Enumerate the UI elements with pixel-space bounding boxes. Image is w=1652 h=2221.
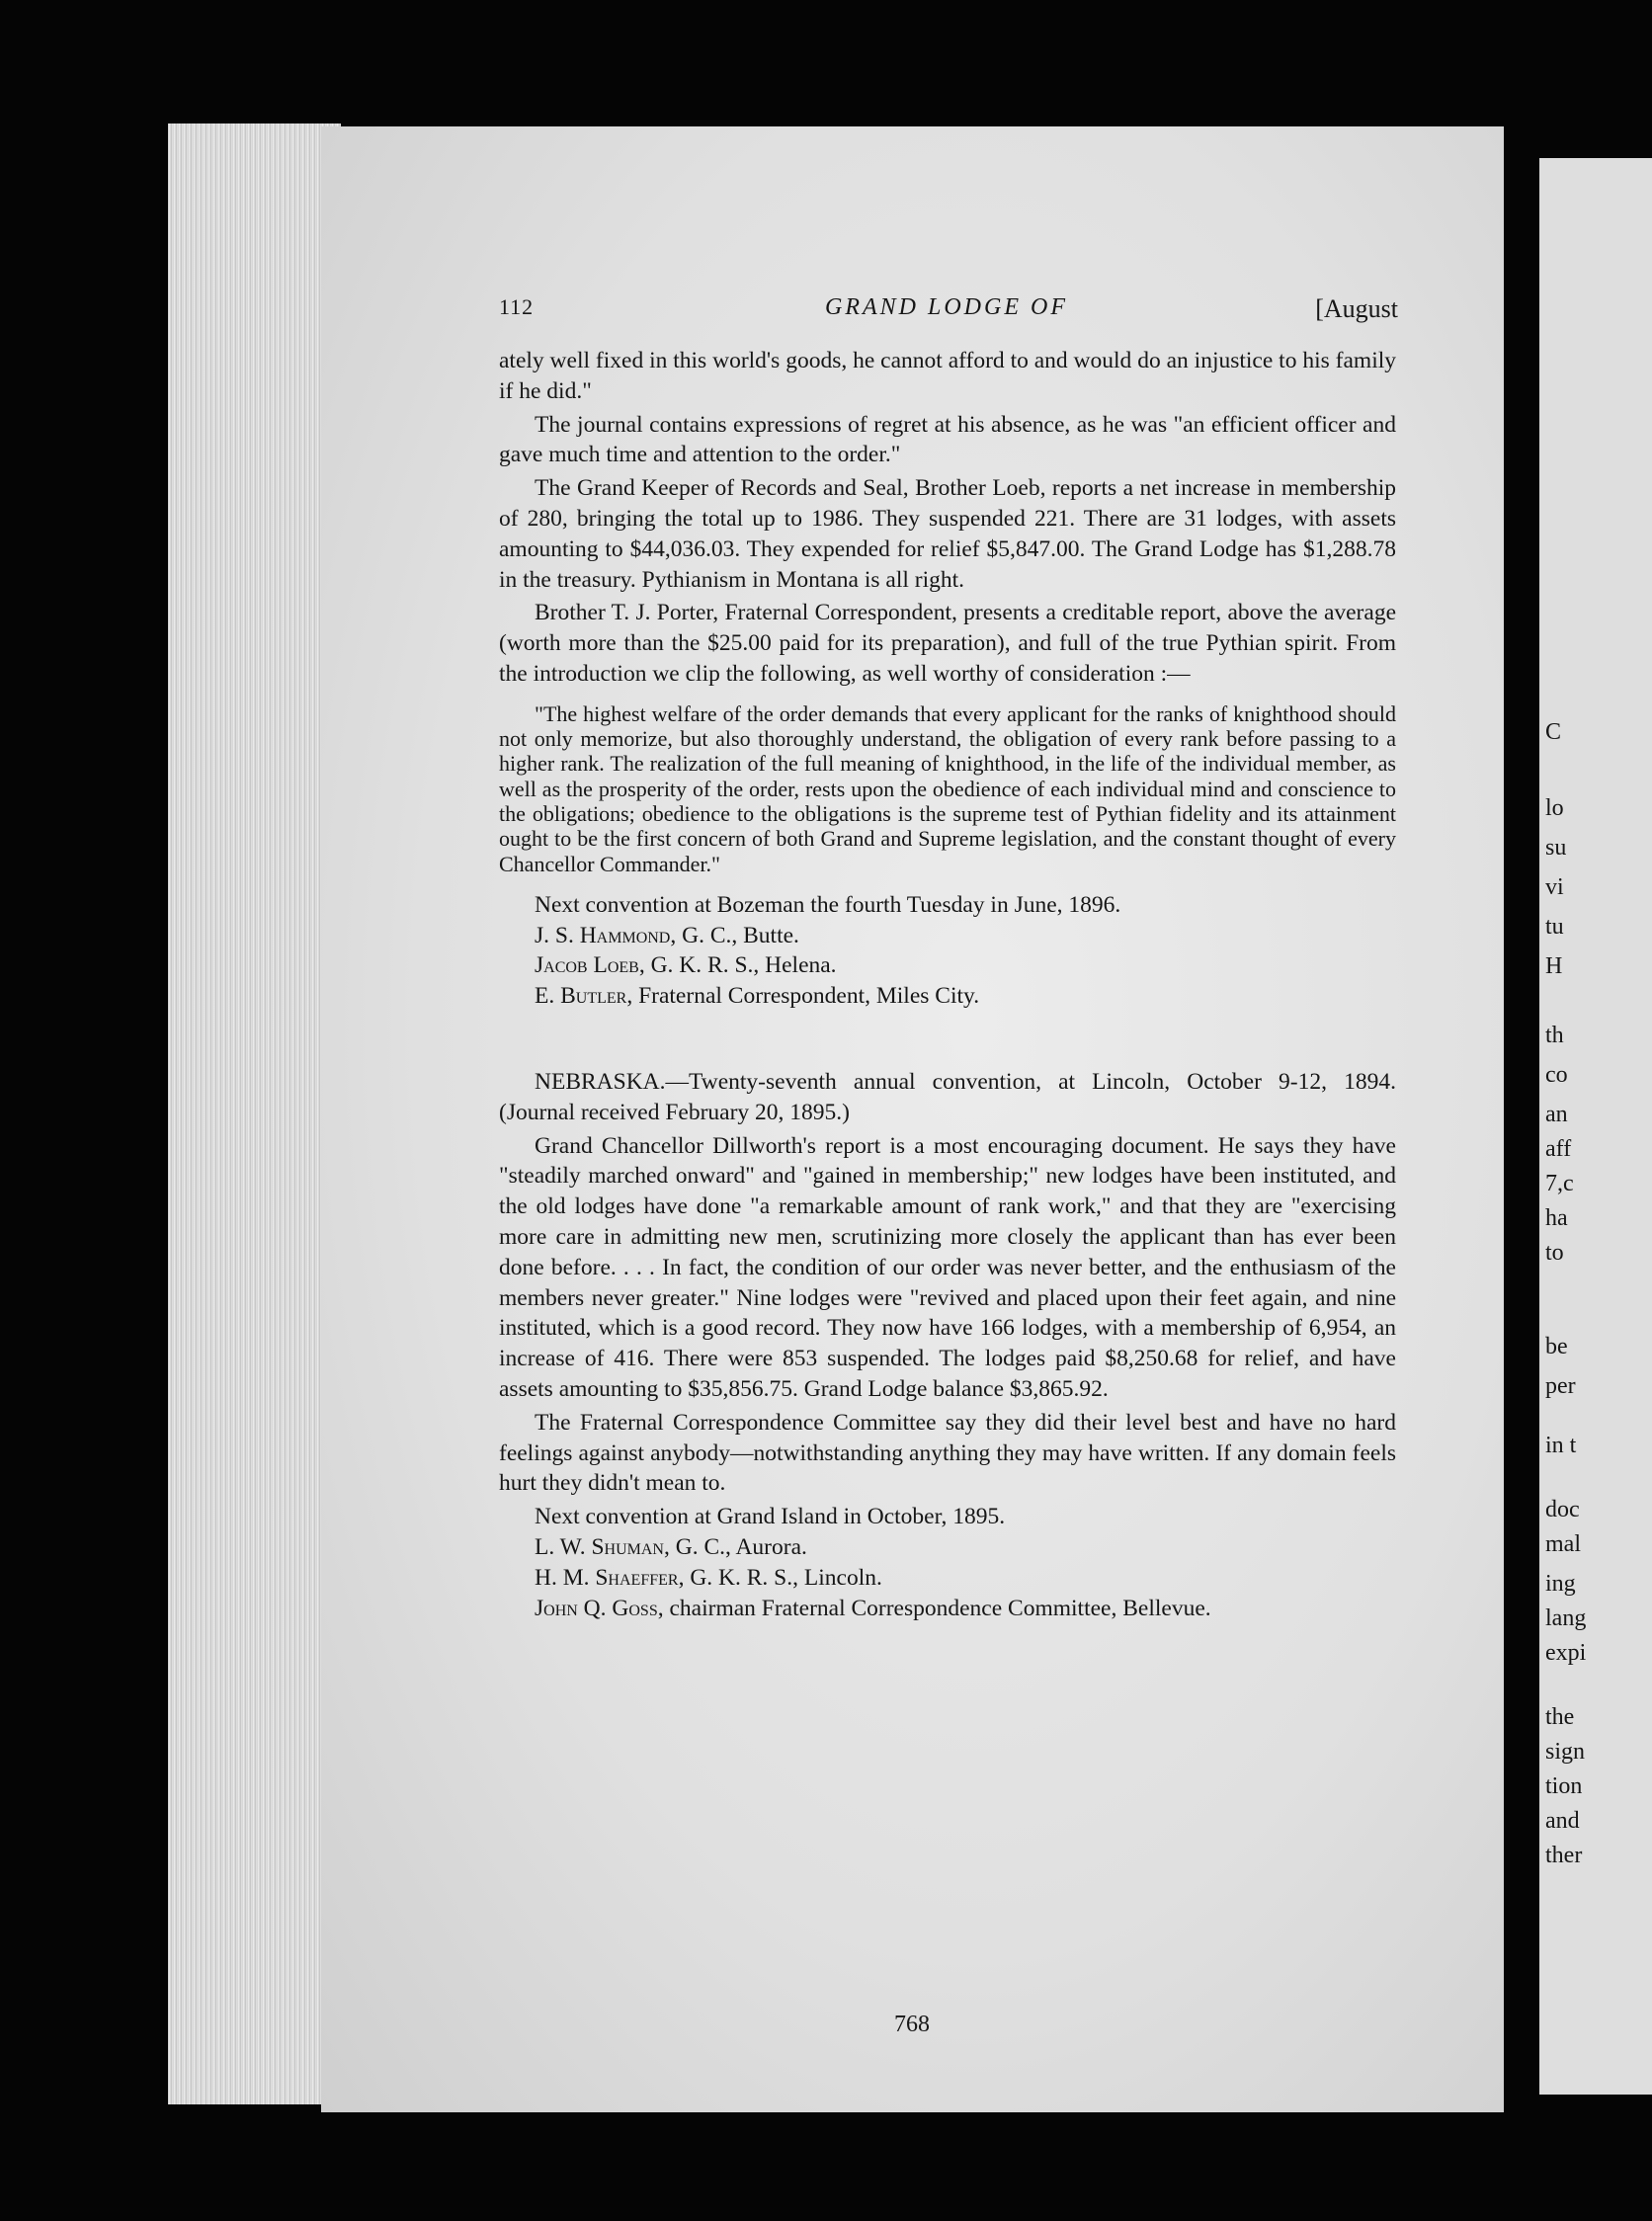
adjacent-page-fragment: tion xyxy=(1545,1773,1583,1799)
block-quote: "The highest welfare of the order demands that every applicant for the ranks of knighthood should not only memorize, but also thoroughly understand, the obligation of every rank before passing to a higher rank. The realization of the full meaning of knighthood, in the life of the individual member, as well as the prosperity of the order, rests upon the obedience of each individual mind and conscience to the obligations; obedience to the obligations is the supreme test of Pythian fidelity and its attainment ought to be the first concern of both Grand and Supreme legislation, and the constant thought of every Chancellor Commander." xyxy=(499,700,1396,876)
section-gap xyxy=(499,1012,1396,1067)
officer-title: , G. K. R. S., Lincoln. xyxy=(678,1564,882,1591)
adjacent-page xyxy=(1539,158,1652,2095)
running-title: GRAND LODGE OF xyxy=(825,294,1068,320)
officer-title: , chairman Fraternal Correspondence Committee, Bellevue. xyxy=(657,1595,1211,1621)
adjacent-page-fragment: expi xyxy=(1545,1640,1587,1666)
officer-line xyxy=(499,950,1396,981)
adjacent-page-fragment: ther xyxy=(1545,1843,1583,1868)
paragraph: Grand Chancellor Dillworth's report is a most encouraging document. He says they have "steadily marched onward" and "gained in membership;" new lodges have been instituted, and the old lodges have done "a remarkable amount of rank work," and that they are "exercising more care in admitting new men, scrutinizing more closely the applicant than has ever been done before. . . . In fact, the condition of our order was never better, and the enthusiasm of the members never greater." Nine lodges were "revived and placed upon their feet again, and nine instituted, which is a good record. They now have 166 lodges, with a membership of 6,954, an increase of 416. There were 853 suspended. The lodges paid $8,250.68 for relief, and have assets amounting to $35,856.75. Grand Lodge balance $3,865.92. xyxy=(499,1132,1396,1402)
paragraph: The Grand Keeper of Records and Seal, Brother Loeb, reports a net increase in membership of 280, bringing the total up to 1986. They suspended 221. There are 31 lodges, with assets amounting to $44,036.03. They expended for relief $5,847.00. The Grand Lodge has $1,288.78 in the treasury. Pythianism in Montana is all right. xyxy=(499,475,1396,593)
paragraph: The Fraternal Correspondence Committee say they did their level best and have no hard feelings against anybody—notwithstanding anything they may have written. If any domain feels hurt they didn't mean to. xyxy=(499,1409,1396,1497)
footer-number: 768 xyxy=(894,2012,930,2037)
adjacent-page-fragment: tu xyxy=(1545,914,1564,940)
adjacent-page-fragment: lo xyxy=(1545,795,1564,821)
adjacent-page-fragment: the xyxy=(1545,1704,1575,1730)
book-page-edges xyxy=(168,123,341,2104)
adjacent-page-fragment: aff xyxy=(1545,1136,1572,1162)
officer-line xyxy=(499,921,1396,951)
adjacent-page-fragment: be xyxy=(1545,1334,1568,1359)
paragraph: ately well fixed in this world's goods, he cannot afford to and would do an injustice to his family if he did." xyxy=(499,348,1396,404)
adjacent-page-fragment: co xyxy=(1545,1062,1568,1088)
paragraph: Brother T. J. Porter, Fraternal Correspondent, presents a creditable report, above the average (worth more than the $25.00 paid for its preparation), and full of the true Pythian spirit. From the introduction we clip the following, as well worthy of consideration :— xyxy=(499,600,1396,687)
officer-name: J. S. Hammond xyxy=(535,922,671,948)
officer-title: , G. K. R. S., Helena. xyxy=(638,952,837,979)
page-number: 112 xyxy=(499,294,535,319)
adjacent-page-fragment: H xyxy=(1545,953,1563,979)
officer-title: , Fraternal Correspondent, Miles City. xyxy=(626,983,980,1010)
adjacent-page-fragment: lang xyxy=(1545,1605,1587,1631)
body-text xyxy=(499,346,1396,1623)
adjacent-page-fragment: 7,c xyxy=(1545,1171,1574,1196)
header-date: [August xyxy=(1315,294,1398,323)
adjacent-page-fragment: an xyxy=(1545,1102,1568,1127)
paragraph: The journal contains expressions of regret at his absence, as he was "an efficient officer and gave much time and attention to the order." xyxy=(499,411,1396,468)
adjacent-page-fragment: ing xyxy=(1545,1571,1576,1597)
officer-title: , G. C., Aurora. xyxy=(663,1533,807,1560)
book-page xyxy=(321,126,1504,2112)
officer-name: Jacob Loeb xyxy=(535,952,639,979)
adjacent-page-fragment: and xyxy=(1545,1808,1580,1834)
officer-line xyxy=(499,1532,1396,1563)
officer-name: L. W. Shuman xyxy=(535,1533,664,1560)
adjacent-page-fragment: su xyxy=(1545,835,1567,861)
officer-line xyxy=(499,981,1396,1012)
section-heading-paragraph: NEBRASKA.—Twenty-seventh annual convention, at Lincoln, October 9-12, 1894. (Journal received February 20, 1895.) xyxy=(499,1069,1396,1125)
adjacent-page-fragment: vi xyxy=(1545,874,1564,900)
convention-note: Next convention at Grand Island in October, 1895. xyxy=(535,1504,1006,1530)
officer-name: John Q. Goss xyxy=(535,1595,658,1621)
adjacent-page-fragment: sign xyxy=(1545,1739,1586,1765)
adjacent-page-fragment: th xyxy=(1545,1023,1564,1048)
adjacent-page-fragment: ha xyxy=(1545,1205,1568,1231)
adjacent-page-fragment: in t xyxy=(1545,1433,1577,1458)
adjacent-page-fragment: per xyxy=(1545,1373,1576,1399)
adjacent-page-fragment: to xyxy=(1545,1240,1564,1266)
adjacent-page-fragment: mal xyxy=(1545,1531,1581,1557)
officer-line xyxy=(499,1563,1396,1594)
officer-name: E. Butler xyxy=(535,983,627,1010)
officer-line xyxy=(499,1594,1396,1624)
officer-title: , G. C., Butte. xyxy=(670,922,799,948)
adjacent-page-fragment: doc xyxy=(1545,1497,1580,1522)
adjacent-page-fragment: C xyxy=(1545,719,1562,745)
officer-name: H. M. Shaeffer xyxy=(535,1564,679,1591)
convention-note: Next convention at Bozeman the fourth Tuesday in June, 1896. xyxy=(535,891,1121,918)
page-header xyxy=(499,294,1398,334)
